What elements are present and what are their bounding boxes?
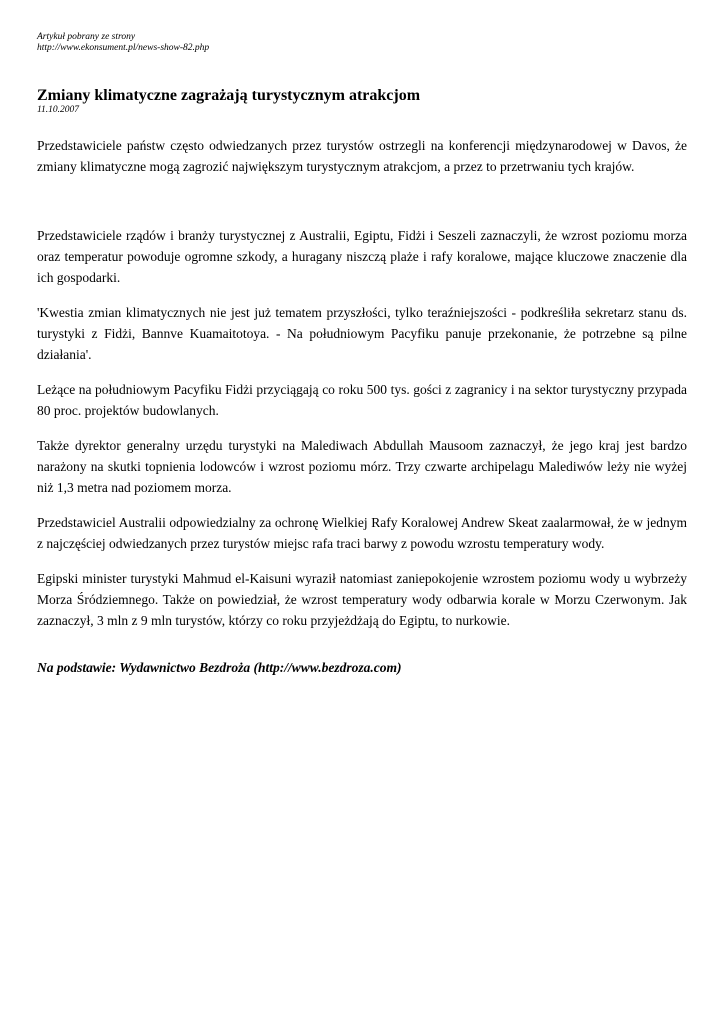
article-source-footer: Na podstawie: Wydawnictwo Bezdroża (http://www.bezdroza.com): [37, 660, 402, 675]
article-paragraph-1: Przedstawiciele państw często odwiedzanych przez turystów ostrzegli na konferencji międzynarodowej w Davos, że zmiany klimatyczne mogą zagrozić największym turystycznym atrakcjom, a przez to przetrwaniu tych krajów.: [37, 138, 687, 174]
article-paragraph-5: Także dyrektor generalny urzędu turystyki na Malediwach Abdullah Mausoom zaznaczył, że jego kraj jest bardzo narażony na skutki topnienia lodowców i wzrost poziomu mórz. Trzy czwarte archipelagu Malediwów leży nie wyżej niż 1,3 metra nad poziomem morza.: [37, 438, 687, 495]
article-title: Zmiany klimatyczne zagrażają turystycznym atrakcjom: [37, 87, 421, 104]
source-url: http://www.ekonsument.pl/news-show-82.php: [37, 43, 210, 53]
article-paragraph-4: Leżące na południowym Pacyfiku Fidżi przyciągają co roku 500 tys. gości z zagranicy i na sektor turystyczny przypada 80 proc. projektów budowlanych.: [37, 382, 687, 418]
article-paragraph-6: Przedstawiciel Australii odpowiedzialny za ochronę Wielkiej Rafy Koralowej Andrew Skeat zaalarmował, że w jednym z najczęściej odwiedzanych przez turystów miejsc rafa traci barwy z powodu wzrostu temperatury wody.: [37, 515, 687, 551]
article-paragraph-7: Egipski minister turystyki Mahmud el-Kaisuni wyraził natomiast zaniepokojenie wzrostem poziomu wody u wybrzeży Morza Śródziemnego. Także on powiedział, że wzrost temperatury wody odbarwia korale w Morzu Czerwonym. Jak zaznaczył, 3 mln z 9 mln turystów, którzy co roku przyjeżdżają do Egiptu, to nurkowie.: [37, 571, 687, 628]
source-label: Artykuł pobrany ze strony: [37, 32, 136, 42]
source-attribution: [37, 32, 687, 54]
article-date: 11.10.2007: [37, 105, 80, 115]
article-paragraph-2: Przedstawiciele rządów i branży turystycznej z Australii, Egiptu, Fidżi i Seszeli zaznaczyli, że wzrost poziomu morza oraz temperatur powoduje ogromne szkody, a huragany niszczą plaże i rafy koralowe, mające kluczowe znaczenie dla ich gospodarki.: [37, 228, 687, 285]
article-paragraph-3: 'Kwestia zmian klimatycznych nie jest już tematem przyszłości, tylko teraźniejszości - podkreśliła sekretarz stanu ds. turystyki z Fidżi, Bannve Kuamaitotoya. - Na południowym Pacyfiku panuje przekonanie, że potrzebne są pilne działania'.: [37, 305, 687, 362]
